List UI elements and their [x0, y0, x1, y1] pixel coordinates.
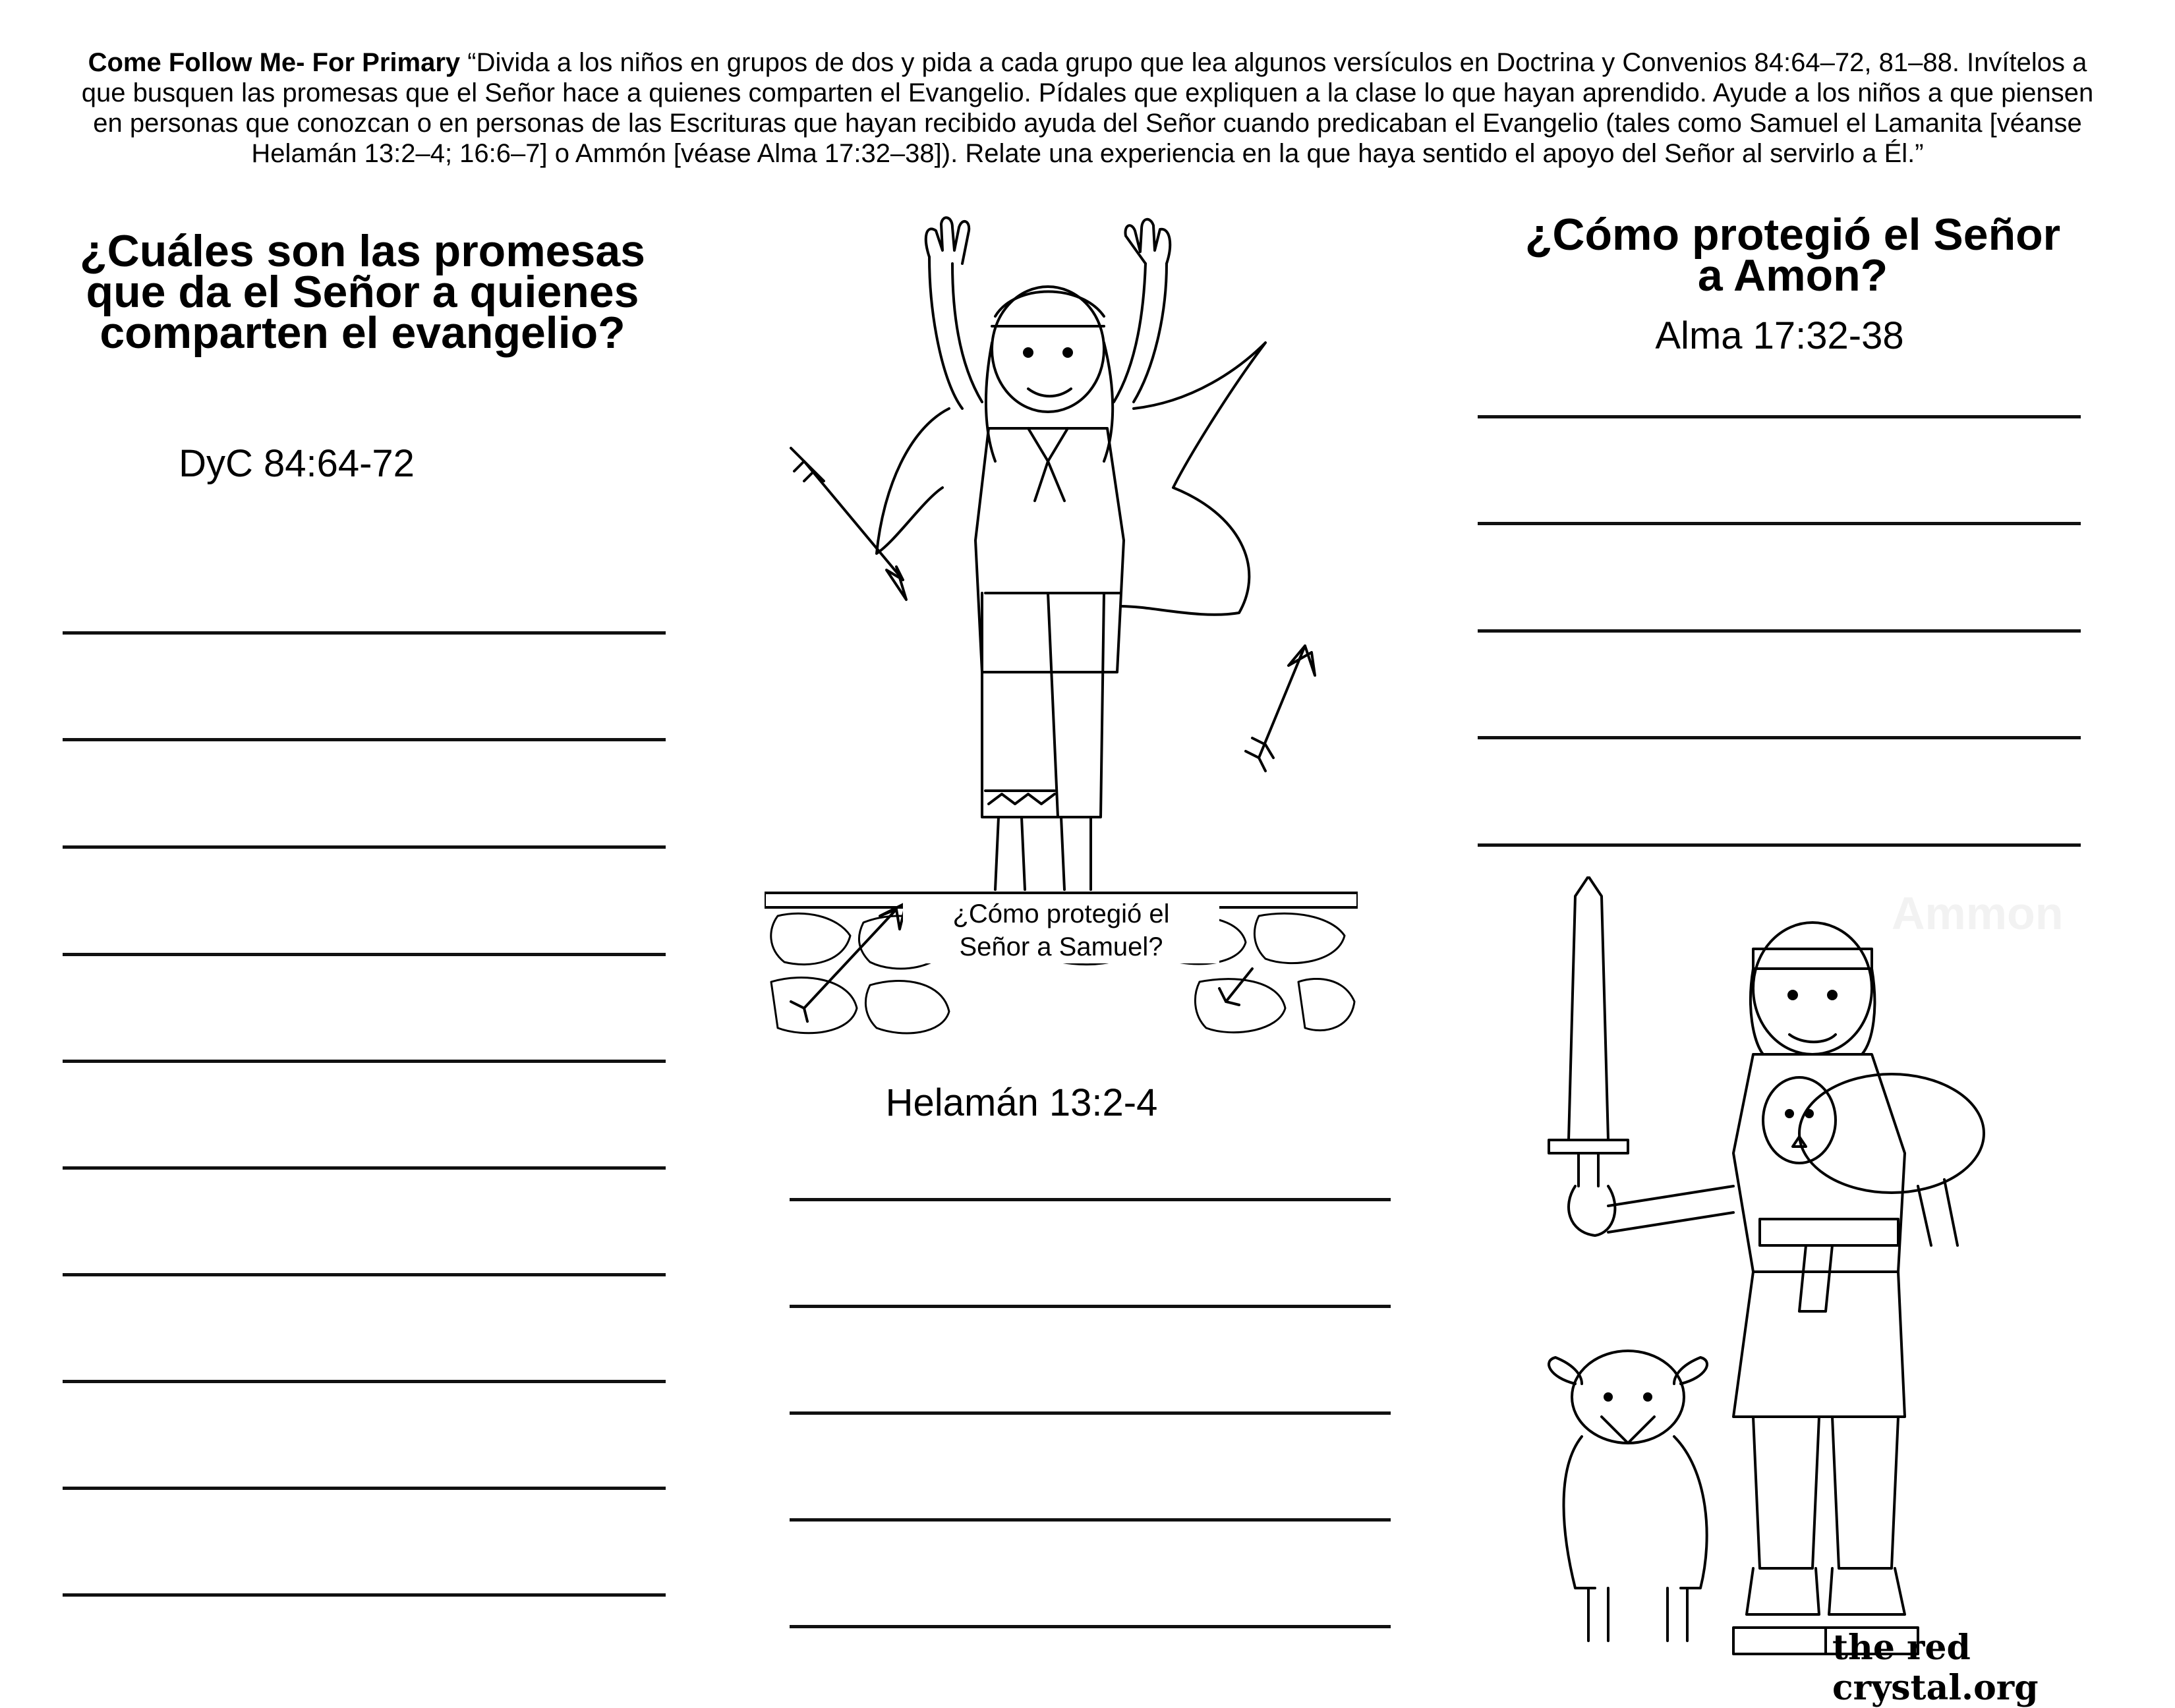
footer-credit: the red crystal.org	[1832, 1628, 2039, 1708]
instructions-quote: “Divida a los niños en grupos de dos y pida a cada grupo que lea algunos versículos en Doctrina y Convenios 84:64–72, 81–88. Invítelos a que busquen las promesas que el Señor hace a quienes comparten el Evangelio. Pídales que expliquen a la clase lo que hayan aprendido. Ayude a los niños a que piensen en personas que conozcan o en personas de las Escrituras que hayan recibido ayuda del Señor cuando predicaban el Evangelio (tales como Samuel el Lamanita [véanse Helamán 13:2–4; 16:6–7] o Ammón [véase Alma 17:32–38]). Relate una experiencia en la que haya sentido el apoyo del Señor al servirlo a Él.”	[81, 48, 2094, 168]
right-answer-line[interactable]	[1478, 736, 2081, 739]
right-answer-line[interactable]	[1478, 415, 2081, 418]
instructions	[72, 47, 2102, 169]
right-answer-line[interactable]	[1478, 629, 2081, 633]
left-reference: DyC 84:64-72	[179, 442, 415, 485]
samuel-wall-caption	[903, 897, 1219, 963]
middle-reference: Helamán 13:2-4	[885, 1081, 1158, 1124]
right-answer-line[interactable]	[1478, 843, 2081, 847]
left-answer-line[interactable]	[63, 1060, 666, 1063]
right-question-line2: a Amon?	[1697, 250, 1888, 300]
left-answer-line[interactable]	[63, 1487, 666, 1490]
ammon-faded-label: Ammon	[1892, 888, 2064, 939]
left-answer-line[interactable]	[63, 631, 666, 635]
right-question-line1: ¿Cómo protegió el Señor	[1524, 210, 2061, 260]
right-reference: Alma 17:32-38	[1655, 314, 1904, 357]
ammon-illustration	[1536, 876, 2149, 1667]
left-question: ¿Cuáles son las promesas que da el Señor a quienes comparten el evangelio?	[80, 226, 645, 358]
samuel-caption-line2: Señor a Samuel?	[959, 932, 1163, 961]
middle-answer-line[interactable]	[790, 1518, 1391, 1522]
left-answer-line[interactable]	[63, 953, 666, 956]
instructions-label: Come Follow Me- For Primary	[88, 48, 461, 77]
middle-answer-line[interactable]	[790, 1625, 1391, 1628]
left-answer-line[interactable]	[63, 1166, 666, 1170]
left-answer-line[interactable]	[63, 1380, 666, 1383]
left-answer-line[interactable]	[63, 845, 666, 849]
middle-answer-line[interactable]	[790, 1305, 1391, 1308]
right-question	[1476, 210, 2109, 300]
samuel-caption-line1: ¿Cómo protegió el	[952, 899, 1170, 928]
middle-answer-line[interactable]	[790, 1198, 1391, 1201]
left-answer-line[interactable]	[63, 1593, 666, 1597]
middle-answer-line[interactable]	[790, 1411, 1391, 1415]
left-answer-line[interactable]	[63, 1273, 666, 1276]
left-answer-line[interactable]	[63, 738, 666, 741]
right-answer-line[interactable]	[1478, 522, 2081, 525]
